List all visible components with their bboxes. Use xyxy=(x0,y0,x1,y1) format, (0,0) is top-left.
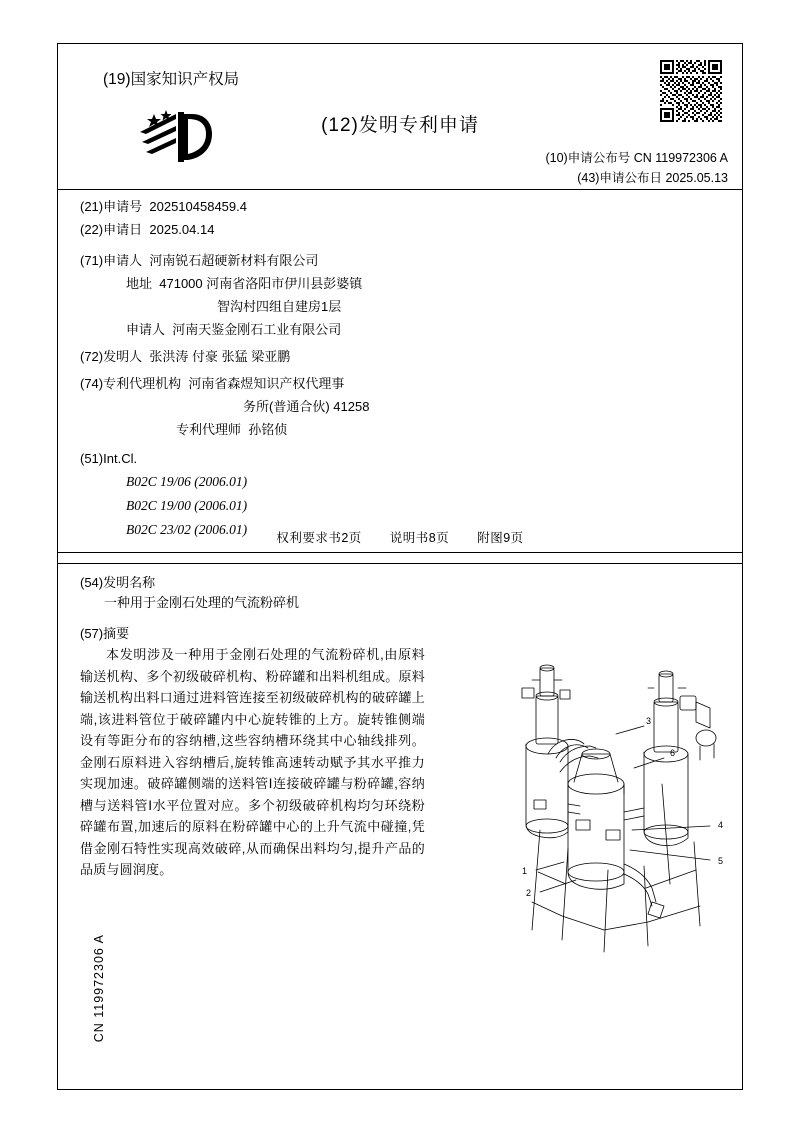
pubdate-value: 2025.05.13 xyxy=(665,171,728,185)
appdate-label: 申请日 xyxy=(103,222,143,237)
agent-value: 孙铭侦 xyxy=(248,422,288,437)
address-label: 地址 xyxy=(126,276,153,291)
agency-row-2 xyxy=(80,396,720,417)
applicant-address-row-2 xyxy=(80,296,720,317)
kind-title-text: 发明专利申请 xyxy=(358,115,479,136)
document-kind-title xyxy=(58,110,742,137)
applicant-row-2 xyxy=(80,319,720,340)
appno-value: 202510458459.4 xyxy=(149,199,247,214)
intcl-entry xyxy=(80,495,720,517)
invention-title-heading xyxy=(80,572,425,591)
intcl-entry-text: B02C 23/02 (2006.01) xyxy=(126,522,248,537)
agency-row xyxy=(80,373,720,394)
issuing-office xyxy=(103,67,239,89)
inventor-label: 发明人 xyxy=(103,349,143,364)
agent-label: 专利代理师 xyxy=(176,422,242,437)
callout-4: 4 xyxy=(718,820,724,830)
pubno-value: CN 119972306 A xyxy=(633,151,728,165)
intcl-entry-text: B02C 19/00 (2006.01) xyxy=(126,498,248,513)
patent-drawing xyxy=(448,634,748,964)
intcl-row xyxy=(80,448,720,469)
applicant-row xyxy=(80,250,720,271)
invention-title-text: 一种用于金刚石处理的气流粉碎机 xyxy=(104,595,300,610)
drawings-pages: 附图9页 xyxy=(477,531,524,545)
applicant-address-row xyxy=(80,273,720,294)
document-page-counts xyxy=(58,528,742,546)
title-label: 发明名称 xyxy=(103,575,156,590)
abstract-label: 摘要 xyxy=(103,626,130,641)
counts-divider-top xyxy=(58,552,742,553)
header-divider xyxy=(58,189,742,190)
publication-date xyxy=(577,168,728,186)
address-line-1: 471000 河南省洛阳市伊川县彭婆镇 xyxy=(159,276,363,291)
inventor-value: 张洪涛 付豪 张猛 梁亚鹏 xyxy=(149,349,291,364)
appdate-value: 2025.04.14 xyxy=(149,222,215,237)
application-number-row xyxy=(80,196,720,217)
callout-3: 3 xyxy=(646,716,652,726)
title-code: (54) xyxy=(80,575,104,590)
page-frame xyxy=(57,43,743,1090)
appdate-code: (22) xyxy=(80,222,104,237)
applicant-label: 申请人 xyxy=(103,253,143,268)
pubno-label: 申请公布号 xyxy=(567,151,631,165)
inventor-row xyxy=(80,346,720,367)
address-line-2: 智沟村四组自建房1层 xyxy=(217,299,342,314)
bibliographic-data xyxy=(80,196,720,543)
publication-number xyxy=(545,148,728,166)
application-date-row xyxy=(80,219,720,240)
callout-1: 1 xyxy=(522,866,528,876)
applicant-value-2: 河南天鉴金刚石工业有限公司 xyxy=(172,322,342,337)
description-pages: 说明书8页 xyxy=(389,531,450,545)
counts-divider-bottom xyxy=(58,563,742,564)
callout-2: 2 xyxy=(526,888,532,898)
pubdate-label: 申请公布日 xyxy=(599,171,662,185)
abstract-code: (57) xyxy=(80,626,104,641)
intcl-entry xyxy=(80,471,720,493)
inventor-code: (72) xyxy=(80,349,104,364)
office-code: (19) xyxy=(103,71,131,88)
applicant-label-2: 申请人 xyxy=(126,322,166,337)
applicant-value: 河南锐石超硬新材料有限公司 xyxy=(149,253,319,268)
office-name: 国家知识产权局 xyxy=(130,71,240,88)
callout-5: 5 xyxy=(718,856,724,866)
agency-value-line-2: 务所(普通合伙) 41258 xyxy=(243,399,370,414)
intcl-code: (51) xyxy=(80,451,104,466)
agency-label: 专利代理机构 xyxy=(103,376,182,391)
applicant-code: (71) xyxy=(80,253,104,268)
pubdate-code: (43) xyxy=(577,171,600,185)
agent-row xyxy=(80,419,720,440)
abstract-text: 本发明涉及一种用于金刚石处理的气流粉碎机,由原料输送机构、多个初级破碎机构、粉碎罐和出料机组成。原料输送机构出料口通过进料管连接至初级破碎机构的破碎罐上端,该进料管位于破碎罐内中心旋转锥的上方。旋转锥侧端设有等距分布的容纳槽,这些容纳槽环绕其中心轴线排列。金刚石原料进入容纳槽后,旋转锥高速转动赋予其水平推力实现加速。破碎罐侧端的送料管Ⅰ连接破碎罐与粉碎罐,容纳槽与送料管Ⅰ水平位置对应。多个初级破碎机构均匀环绕粉碎罐布置,加速后的原料在粉碎罐中心的上升气流中碰撞,凭借金刚石特性实现高效破碎,从而确保出料均匀,提升产品的品质与圆润度。 xyxy=(80,647,425,877)
side-publication-code: CN 119972306 A xyxy=(92,934,106,1043)
appno-code: (21) xyxy=(80,199,104,214)
claims-pages: 权利要求书2页 xyxy=(276,531,362,545)
kind-code: (12) xyxy=(321,115,359,136)
agency-value: 河南省森煜知识产权代理事 xyxy=(188,376,345,391)
abstract-heading xyxy=(80,623,425,642)
pubno-code: (10) xyxy=(545,151,568,165)
agency-code: (74) xyxy=(80,376,104,391)
appno-label: 申请号 xyxy=(103,199,143,214)
title-abstract-block xyxy=(80,572,425,881)
intcl-label: Int.Cl. xyxy=(103,451,138,466)
intcl-entry-text: B02C 19/06 (2006.01) xyxy=(126,474,248,489)
callout-6: 6 xyxy=(670,748,676,758)
